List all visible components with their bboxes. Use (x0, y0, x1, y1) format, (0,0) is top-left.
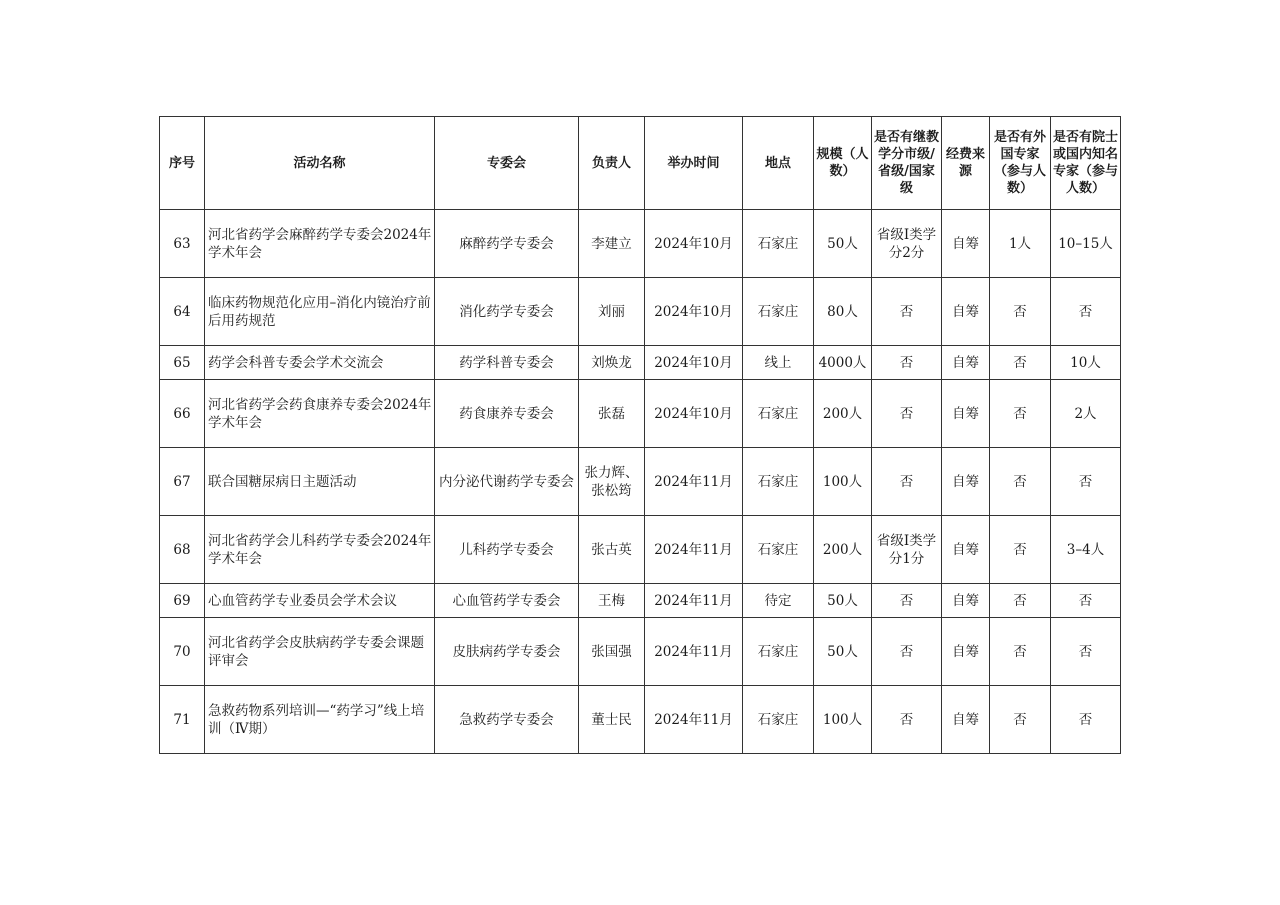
cell-time: 2024年10月 (645, 210, 743, 278)
cell-expert: 10人 (1051, 346, 1121, 380)
table-row (160, 210, 1121, 278)
cell-scale: 80人 (814, 278, 872, 346)
cell-leader: 董士民 (579, 686, 645, 754)
cell-committee: 皮肤病药学专委会 (435, 618, 579, 686)
cell-name: 联合国糖尿病日主题活动 (205, 448, 435, 516)
header-place: 地点 (743, 117, 814, 210)
header-foreign: 是否有外国专家（参与人数） (990, 117, 1051, 210)
cell-time: 2024年11月 (645, 448, 743, 516)
cell-funding: 自筹 (942, 618, 990, 686)
cell-foreign: 1人 (990, 210, 1051, 278)
table-body (160, 210, 1121, 754)
cell-scale: 200人 (814, 380, 872, 448)
cell-funding: 自筹 (942, 210, 990, 278)
cell-scale: 50人 (814, 210, 872, 278)
cell-committee: 消化药学专委会 (435, 278, 579, 346)
cell-place: 石家庄 (743, 516, 814, 584)
cell-leader: 刘丽 (579, 278, 645, 346)
cell-place: 石家庄 (743, 618, 814, 686)
cell-time: 2024年10月 (645, 380, 743, 448)
table-row (160, 380, 1121, 448)
cell-foreign: 否 (990, 686, 1051, 754)
cell-place: 石家庄 (743, 448, 814, 516)
cell-committee: 药学科普专委会 (435, 346, 579, 380)
cell-funding: 自筹 (942, 686, 990, 754)
cell-time: 2024年10月 (645, 278, 743, 346)
cell-committee: 药食康养专委会 (435, 380, 579, 448)
cell-leader: 刘焕龙 (579, 346, 645, 380)
cell-scale: 50人 (814, 618, 872, 686)
cell-foreign: 否 (990, 516, 1051, 584)
cell-committee: 麻醉药学专委会 (435, 210, 579, 278)
cell-time: 2024年10月 (645, 346, 743, 380)
table-header (160, 117, 1121, 210)
cell-time: 2024年11月 (645, 618, 743, 686)
table-row (160, 686, 1121, 754)
cell-foreign: 否 (990, 584, 1051, 618)
cell-place: 待定 (743, 584, 814, 618)
cell-committee: 急救药学专委会 (435, 686, 579, 754)
cell-place: 石家庄 (743, 210, 814, 278)
cell-scale: 200人 (814, 516, 872, 584)
cell-leader: 张力辉、张松筠 (579, 448, 645, 516)
cell-seq: 63 (160, 210, 205, 278)
activity-table (159, 116, 1121, 754)
cell-foreign: 否 (990, 618, 1051, 686)
cell-place: 线上 (743, 346, 814, 380)
cell-committee: 儿科药学专委会 (435, 516, 579, 584)
cell-leader: 李建立 (579, 210, 645, 278)
cell-leader: 张古英 (579, 516, 645, 584)
header-credit: 是否有继教学分市级/省级/国家级 (872, 117, 942, 210)
cell-seq: 65 (160, 346, 205, 380)
cell-expert: 否 (1051, 618, 1121, 686)
cell-expert: 2人 (1051, 380, 1121, 448)
cell-expert: 否 (1051, 278, 1121, 346)
cell-foreign: 否 (990, 448, 1051, 516)
cell-scale: 4000人 (814, 346, 872, 380)
header-time: 举办时间 (645, 117, 743, 210)
cell-time: 2024年11月 (645, 686, 743, 754)
header-scale: 规模（人数） (814, 117, 872, 210)
cell-foreign: 否 (990, 380, 1051, 448)
cell-name: 河北省药学会药食康养专委会2024年学术年会 (205, 380, 435, 448)
header-funding: 经费来源 (942, 117, 990, 210)
cell-seq: 71 (160, 686, 205, 754)
table-row (160, 346, 1121, 380)
cell-scale: 100人 (814, 448, 872, 516)
cell-funding: 自筹 (942, 278, 990, 346)
header-committee: 专委会 (435, 117, 579, 210)
cell-funding: 自筹 (942, 380, 990, 448)
cell-credit: 省级Ⅰ类学分1分 (872, 516, 942, 584)
cell-credit: 否 (872, 278, 942, 346)
cell-name: 河北省药学会儿科药学专委会2024年学术年会 (205, 516, 435, 584)
cell-committee: 内分泌代谢药学专委会 (435, 448, 579, 516)
cell-leader: 张国强 (579, 618, 645, 686)
cell-expert: 否 (1051, 686, 1121, 754)
cell-funding: 自筹 (942, 584, 990, 618)
cell-seq: 69 (160, 584, 205, 618)
header-expert: 是否有院士或国内知名专家（参与人数） (1051, 117, 1121, 210)
cell-seq: 67 (160, 448, 205, 516)
table-row (160, 278, 1121, 346)
table-row (160, 584, 1121, 618)
table-row (160, 618, 1121, 686)
cell-expert: 否 (1051, 448, 1121, 516)
cell-name: 临床药物规范化应用–消化内镜治疗前后用药规范 (205, 278, 435, 346)
cell-place: 石家庄 (743, 380, 814, 448)
cell-name: 心血管药学专业委员会学术会议 (205, 584, 435, 618)
cell-expert: 否 (1051, 584, 1121, 618)
cell-name: 药学会科普专委会学术交流会 (205, 346, 435, 380)
cell-seq: 66 (160, 380, 205, 448)
cell-credit: 否 (872, 686, 942, 754)
cell-credit: 否 (872, 448, 942, 516)
cell-scale: 50人 (814, 584, 872, 618)
cell-funding: 自筹 (942, 346, 990, 380)
cell-expert: 3–4人 (1051, 516, 1121, 584)
cell-seq: 68 (160, 516, 205, 584)
header-name: 活动名称 (205, 117, 435, 210)
header-seq: 序号 (160, 117, 205, 210)
cell-credit: 否 (872, 346, 942, 380)
cell-credit: 否 (872, 584, 942, 618)
cell-funding: 自筹 (942, 516, 990, 584)
cell-place: 石家庄 (743, 686, 814, 754)
cell-funding: 自筹 (942, 448, 990, 516)
cell-expert: 10–15人 (1051, 210, 1121, 278)
cell-name: 河北省药学会皮肤病药学专委会课题评审会 (205, 618, 435, 686)
cell-credit: 省级Ⅰ类学分2分 (872, 210, 942, 278)
cell-foreign: 否 (990, 346, 1051, 380)
table-row (160, 448, 1121, 516)
cell-scale: 100人 (814, 686, 872, 754)
cell-committee: 心血管药学专委会 (435, 584, 579, 618)
cell-time: 2024年11月 (645, 584, 743, 618)
cell-credit: 否 (872, 380, 942, 448)
cell-name: 急救药物系列培训—“药学习”线上培训（Ⅳ期） (205, 686, 435, 754)
cell-place: 石家庄 (743, 278, 814, 346)
cell-time: 2024年11月 (645, 516, 743, 584)
table-row (160, 516, 1121, 584)
header-row (160, 117, 1121, 210)
cell-credit: 否 (872, 618, 942, 686)
cell-foreign: 否 (990, 278, 1051, 346)
cell-seq: 64 (160, 278, 205, 346)
cell-leader: 张磊 (579, 380, 645, 448)
cell-name: 河北省药学会麻醉药学专委会2024年学术年会 (205, 210, 435, 278)
cell-leader: 王梅 (579, 584, 645, 618)
header-leader: 负责人 (579, 117, 645, 210)
cell-seq: 70 (160, 618, 205, 686)
